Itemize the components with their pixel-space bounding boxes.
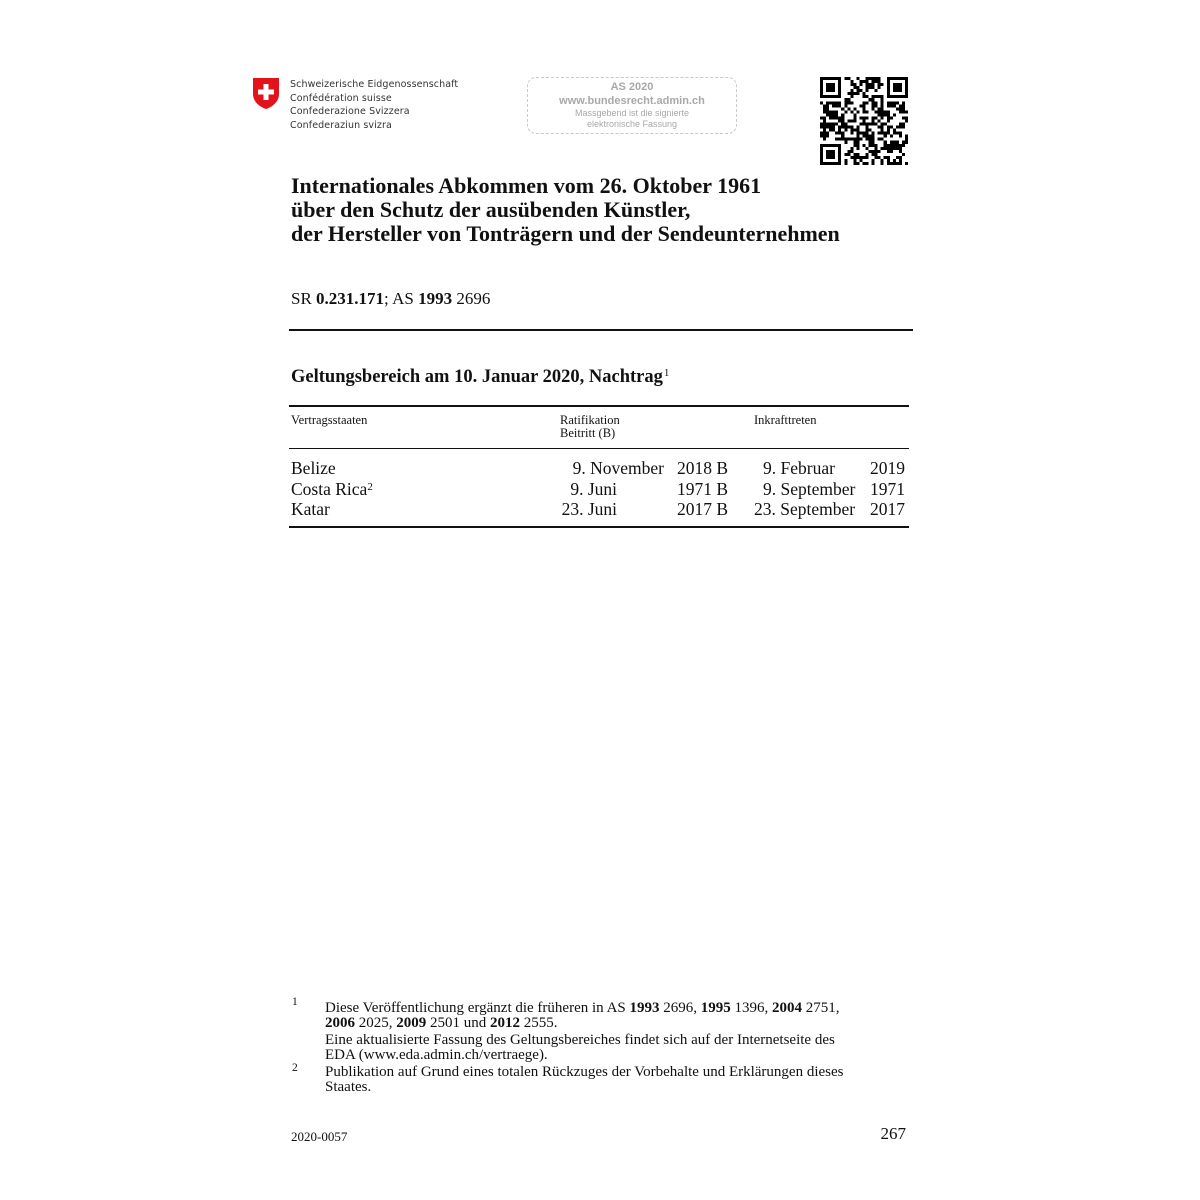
- footnote-2-line-1: Publikation auf Grund eines totalen Rückzuges der Vorbehalte und Erklärungen dieses: [325, 1064, 844, 1080]
- footnote-ref-2[interactable]: 2: [367, 481, 373, 493]
- footnote-1: [325, 1001, 915, 1063]
- page-number: 267: [880, 1124, 906, 1143]
- footnote-1-number: 1: [292, 996, 298, 1008]
- footnote-1-line-1: Diese Veröffentlichung ergänzt die früheren in AS 1993 2696, 1995 1396, 2004 2751,: [325, 1000, 840, 1016]
- ratification-year: 2018 B: [676, 458, 728, 478]
- table-row: [291, 458, 336, 478]
- sr-number: 0.231.171: [316, 289, 385, 308]
- entry-year: 2019: [870, 458, 905, 478]
- federation-line-fr: Confédération suisse: [290, 92, 392, 104]
- table-header-rule: [289, 448, 909, 449]
- document-title: [291, 174, 931, 246]
- footnote-1-line-3: Eine aktualisierte Fassung des Geltungsbereiches findet sich auf der Internetseite des: [325, 1032, 835, 1048]
- footnote-2-line-2: Staates.: [325, 1079, 372, 1095]
- title-divider: [289, 329, 913, 331]
- ratification-label: Ratifikation: [560, 413, 620, 427]
- federation-line-rm: Confederaziun svizra: [290, 119, 392, 131]
- entry-year: 2017: [870, 499, 905, 519]
- stamp-note-2: elektronische Fassung: [586, 119, 678, 129]
- scope-heading-text: Geltungsbereich am 10. Januar 2020, Nachtrag: [291, 367, 663, 387]
- footnote-2-number: 2: [292, 1062, 298, 1074]
- state-name: Katar: [291, 499, 330, 519]
- title-line-1: Internationales Abkommen vom 26. Oktober 1961: [291, 173, 762, 198]
- table-row: [291, 499, 330, 519]
- ratification-date: 9. Juni: [570, 479, 617, 499]
- table-top-rule: [289, 405, 909, 407]
- swiss-crest-icon: [252, 77, 280, 110]
- sr-prefix: SR: [291, 289, 317, 308]
- document-number: 2020-0057: [291, 1129, 348, 1144]
- ratification-year: 2017 B: [676, 499, 728, 519]
- entry-date: 23. September: [754, 499, 856, 519]
- scope-heading: [291, 367, 669, 388]
- table-bottom-rule: [289, 526, 909, 528]
- title-line-2: über den Schutz der ausübenden Künstler,: [291, 197, 691, 222]
- column-header-states: Vertragsstaaten: [291, 413, 368, 427]
- entry-year: 1971: [870, 479, 905, 499]
- ratification-year: 1971 B: [676, 479, 728, 499]
- state-name: Costa Rica: [291, 479, 368, 499]
- federation-name: [290, 78, 458, 132]
- sr-reference: [291, 289, 490, 309]
- column-header-entry: Inkrafttreten: [754, 413, 817, 427]
- as-year: 1993: [418, 289, 453, 308]
- publication-stamp: [527, 77, 737, 134]
- ratification-date: 9. November: [572, 458, 664, 478]
- qr-code-icon: [820, 77, 908, 165]
- ratification-date: 23. Juni: [561, 499, 617, 519]
- entry-date: 9. Februar: [763, 458, 835, 478]
- stamp-note-1: Massgebend ist die signierte: [574, 108, 690, 118]
- footnote-2: [325, 1065, 915, 1095]
- footnote-1-line-4: EDA (www.eda.admin.ch/vertraege).: [325, 1047, 548, 1063]
- as-page: 2696: [452, 289, 491, 308]
- state-name: Belize: [291, 458, 336, 478]
- footnote-1-line-2: 2006 2025, 2009 2501 und 2012 2555.: [325, 1015, 558, 1031]
- federation-line-de: Schweizerische Eidgenossenschaft: [290, 79, 459, 90]
- footnote-ref-1[interactable]: 1: [663, 367, 670, 379]
- column-header-ratification: [560, 414, 620, 440]
- entry-date: 9. September: [763, 479, 856, 499]
- stamp-url: www.bundesrecht.admin.ch: [559, 95, 705, 107]
- stamp-as-number: AS 2020: [610, 81, 654, 93]
- as-prefix: ; AS: [384, 289, 419, 308]
- accession-label: Beitritt (B): [560, 426, 616, 440]
- federation-line-it: Confederazione Svizzera: [290, 106, 410, 117]
- title-line-3: der Hersteller von Tonträgern und der Sendeunternehmen: [291, 221, 840, 246]
